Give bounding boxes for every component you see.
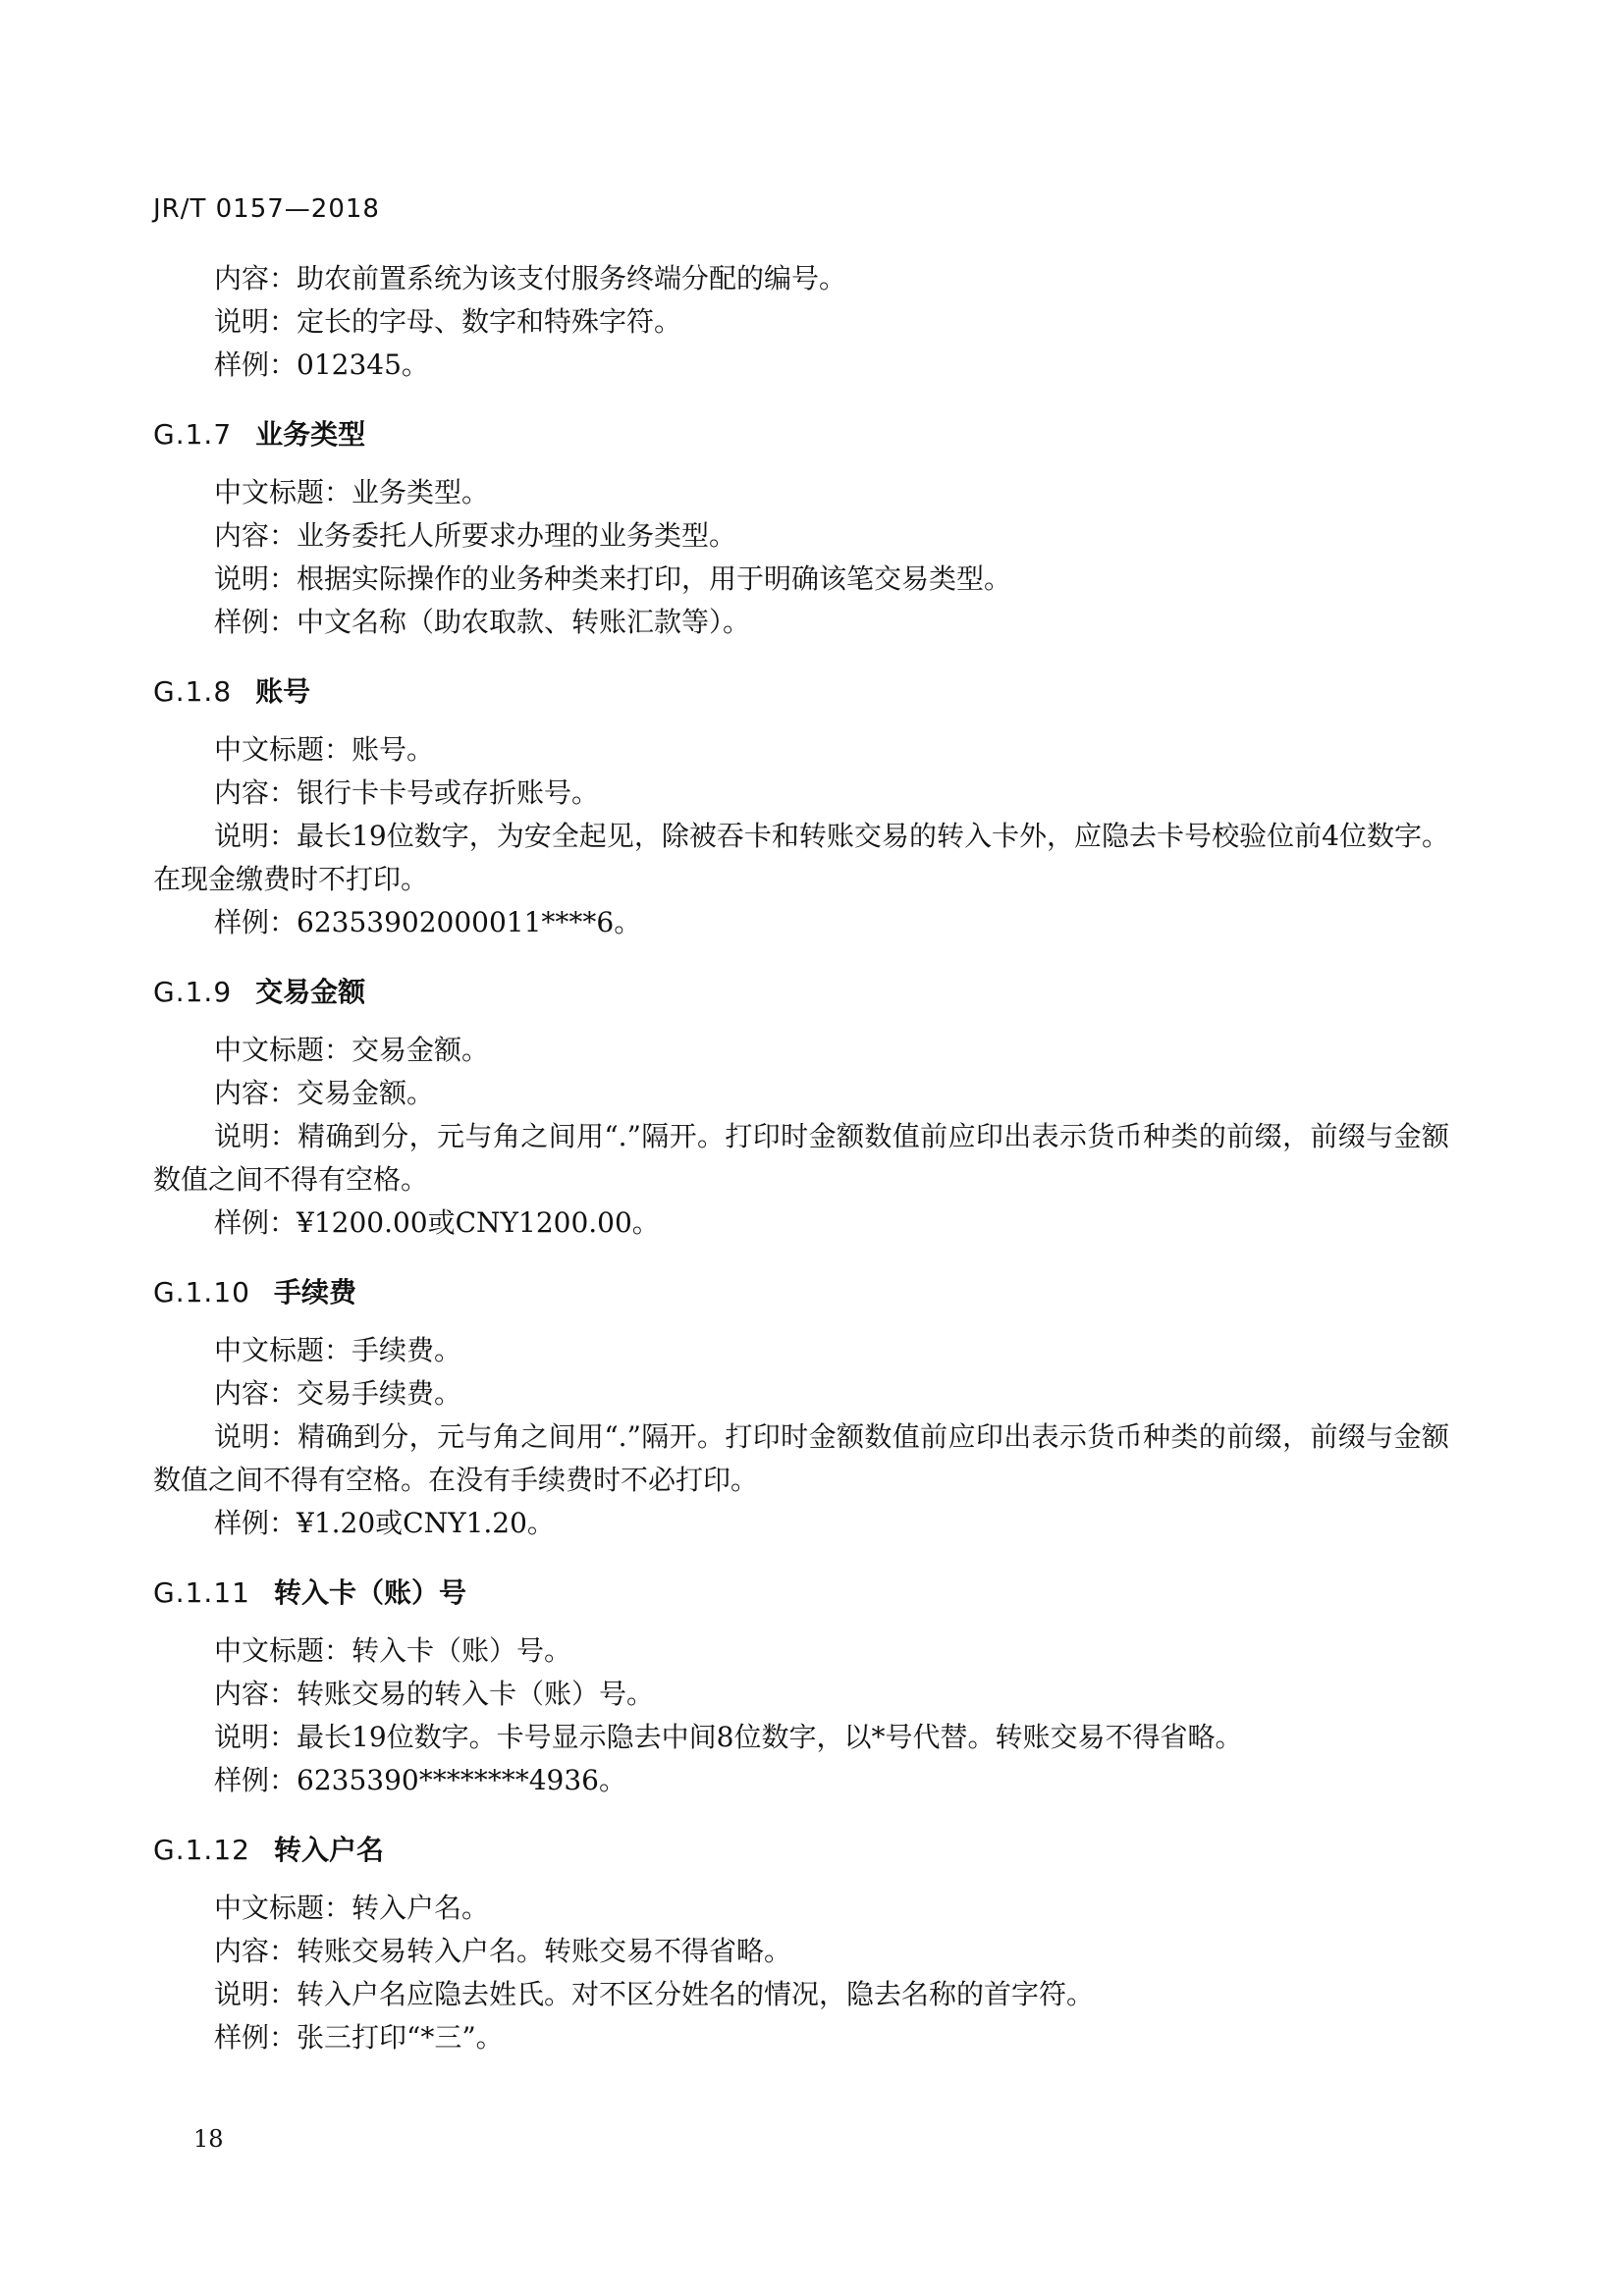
section-line: 内容：银行卡卡号或存折账号。 <box>214 776 600 809</box>
section-heading <box>153 412 1449 457</box>
section-line: 中文标题：交易金额。 <box>214 1034 490 1066</box>
section-line: 内容：转账交易的转入卡（账）号。 <box>214 1678 655 1710</box>
section-line: 说明：最长19位数字，为安全起见，除被吞卡和转账交易的转入卡外，应隐去卡号校验位前4位数字。在现金缴费时不打印。 <box>153 820 1449 895</box>
page-number: 18 <box>193 2125 224 2153</box>
section-title: 业务类型 <box>255 418 366 451</box>
section-line: 样例：中文名称（助农取款、转账汇款等）。 <box>214 606 751 638</box>
section-line: 样例：6235390********4936。 <box>214 1764 626 1796</box>
section-line: 内容：交易金额。 <box>214 1077 435 1109</box>
section-fee <box>153 1270 1449 1545</box>
section-line: 中文标题：转入卡（账）号。 <box>214 1634 572 1667</box>
section-line: 说明：根据实际操作的业务种类来打印，用于明确该笔交易类型。 <box>214 562 1012 595</box>
section-line: 中文标题：转入户名。 <box>214 1892 490 1924</box>
document-body <box>153 257 1449 2059</box>
section-line: 说明：转入户名应隐去姓氏。对不区分姓名的情况，隐去名称的首字符。 <box>214 1978 1095 2010</box>
section-heading <box>153 1571 1449 1616</box>
section-heading <box>153 669 1449 715</box>
section-number: G.1.12 <box>153 1834 250 1866</box>
section-line: 说明：精确到分，元与角之间用“.”隔开。打印时金额数值前应印出表示货币种类的前缀，前缀与金额数值之间不得有空格。在没有手续费时不必打印。 <box>153 1420 1449 1496</box>
section-line: 内容：转账交易转入户名。转账交易不得省略。 <box>214 1935 792 1967</box>
section-line: 样例：¥1.20或CNY1.20。 <box>214 1507 555 1539</box>
intro-block <box>153 257 1449 387</box>
section-heading <box>153 970 1449 1015</box>
section-business-type <box>153 412 1449 644</box>
section-line: 内容：交易手续费。 <box>214 1377 462 1410</box>
intro-line: 内容：助农前置系统为该支付服务终端分配的编号。 <box>214 262 847 294</box>
section-payee-card-number <box>153 1571 1449 1802</box>
section-line: 样例：62353902000011****6。 <box>214 906 642 938</box>
intro-line: 说明：定长的字母、数字和特殊字符。 <box>214 305 682 338</box>
section-line: 说明：最长19位数字。卡号显示隐去中间8位数字，以*号代替。转账交易不得省略。 <box>214 1721 1243 1753</box>
section-line: 样例：张三打印“*三”。 <box>214 2021 504 2054</box>
section-number: G.1.9 <box>153 976 233 1008</box>
section-title: 转入户名 <box>273 1834 384 1866</box>
section-title: 手续费 <box>273 1276 356 1308</box>
section-line: 中文标题：账号。 <box>214 733 435 766</box>
section-number: G.1.7 <box>153 418 233 451</box>
section-heading <box>153 1828 1449 1873</box>
section-number: G.1.10 <box>153 1276 250 1308</box>
intro-line: 样例：012345。 <box>214 348 429 381</box>
section-account-number <box>153 669 1449 944</box>
standard-code: JR/T 0157—2018 <box>153 194 380 224</box>
section-number: G.1.11 <box>153 1576 250 1609</box>
section-title: 转入卡（账）号 <box>273 1576 466 1609</box>
section-line: 中文标题：业务类型。 <box>214 476 490 508</box>
section-payee-name <box>153 1828 1449 2059</box>
section-transaction-amount <box>153 970 1449 1245</box>
section-title: 交易金额 <box>255 976 366 1008</box>
section-line: 说明：精确到分，元与角之间用“.”隔开。打印时金额数值前应印出表示货币种类的前缀，前缀与金额数值之间不得有空格。 <box>153 1120 1449 1196</box>
section-heading <box>153 1270 1449 1315</box>
section-line: 样例：¥1200.00或CNY1200.00。 <box>214 1206 660 1239</box>
section-line: 中文标题：手续费。 <box>214 1334 462 1366</box>
section-number: G.1.8 <box>153 675 233 708</box>
section-title: 账号 <box>255 675 311 708</box>
section-line: 内容：业务委托人所要求办理的业务类型。 <box>214 519 737 552</box>
